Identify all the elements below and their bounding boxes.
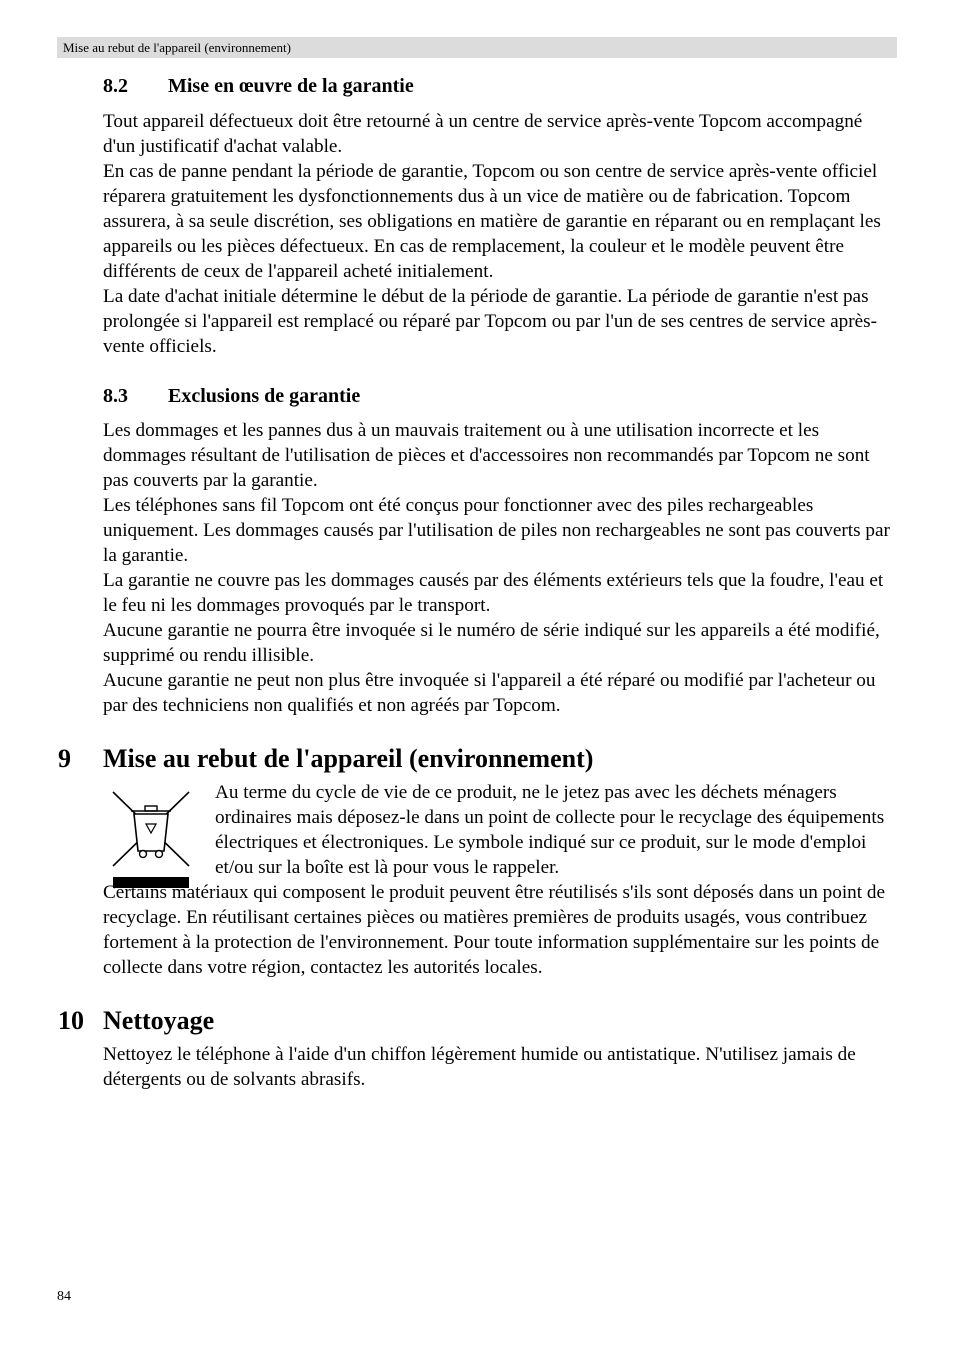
section-number: 8.3 [103,385,128,407]
section-8-2-heading [103,74,897,98]
page-number: 84 [57,1289,71,1304]
chapter-number: 10 [58,1006,84,1035]
chapter-title: Nettoyage [103,1006,215,1035]
icon-spacer [103,780,215,880]
chapter-number: 9 [58,744,71,773]
chapter-10-heading [58,1006,898,1036]
paragraph: Au terme du cycle de vie de ce produit, ne le jetez pas avec les déchets ménagers ordinaires mais déposez-le dans un point de collecte pour le recyclage des équipements électriques et électroniques. Le symbole indiqué sur ce produit, sur le mode d'emploi et/ou sur la boîte est là pour vous le rappeler. [215,782,885,878]
section-8-2-body [103,109,897,359]
paragraph: En cas de panne pendant la période de garantie, Topcom ou son centre de service après-vente officiel réparera gratuitement les dysfonctionnements dus à un vice de matière ou de fabrication. Topcom assurera, à sa seule discrétion, ses obligations en matière de garantie en réparant ou en remplaçant les appareils ou les pièces défectueux. En cas de remplacement, la couleur et le modèle peuvent être différents de ceux de l'appareil acheté initialement. [103,161,881,282]
section-title: Exclusions de garantie [168,385,361,407]
paragraph: Certains matériaux qui composent le produit peuvent être réutilisés s'ils sont déposés dans un point de recyclage. En réutilisant certaines pièces ou matières premières de produits usagés, vous contribuez fortement à la protection de l'environnement. Pour toute information supplémentaire sur les points de collecte dans votre région, contactez les autorités locales. [103,882,885,978]
section-title: Mise en œuvre de la garantie [168,75,414,97]
section-8-3-heading [103,384,897,408]
running-header: Mise au rebut de l'appareil (environnement) [57,37,897,58]
paragraph: Les téléphones sans fil Topcom ont été conçus pour fonctionner avec des piles rechargeables uniquement. Les dommages causés par l'utilisation de piles non rechargeables ne sont pas couverts par la garantie. [103,495,890,566]
paragraph: Aucune garantie ne pourra être invoquée si le numéro de série indiqué sur les appareils a été modifié, supprimé ou rendu illisible. [103,620,880,666]
section-8-3-body [103,418,897,718]
chapter-9-heading [58,744,898,774]
paragraph: La date d'achat initiale détermine le début de la période de garantie. La période de garantie n'est pas prolongée si l'appareil est remplacé ou réparé par Topcom ou par l'un de ses centres de service après-vente officiels. [103,286,877,357]
paragraph: La garantie ne couvre pas les dommages causés par des éléments extérieurs tels que la foudre, l'eau et le feu ni les dommages provoqués par le transport. [103,570,884,616]
section-number: 8.2 [103,75,128,97]
chapter-9-body [103,780,897,980]
paragraph: Nettoyez le téléphone à l'aide d'un chiffon légèrement humide ou antistatique. N'utilisez jamais de détergents ou de solvants abrasifs. [103,1044,856,1090]
chapter-title: Mise au rebut de l'appareil (environnement) [103,744,594,773]
paragraph: Aucune garantie ne peut non plus être invoquée si l'appareil a été réparé ou modifié par l'acheteur ou par des techniciens non qualifiés et non agréés par Topcom. [103,670,876,716]
paragraph: Les dommages et les pannes dus à un mauvais traitement ou à une utilisation incorrecte et les dommages résultant de l'utilisation de pièces et d'accessoires non recommandés par Topcom ne sont pas couverts par la garantie. [103,420,870,491]
paragraph: Tout appareil défectueux doit être retourné à un centre de service après-vente Topcom accompagné d'un justificatif d'achat valable. [103,111,863,157]
chapter-10-body [103,1042,897,1092]
